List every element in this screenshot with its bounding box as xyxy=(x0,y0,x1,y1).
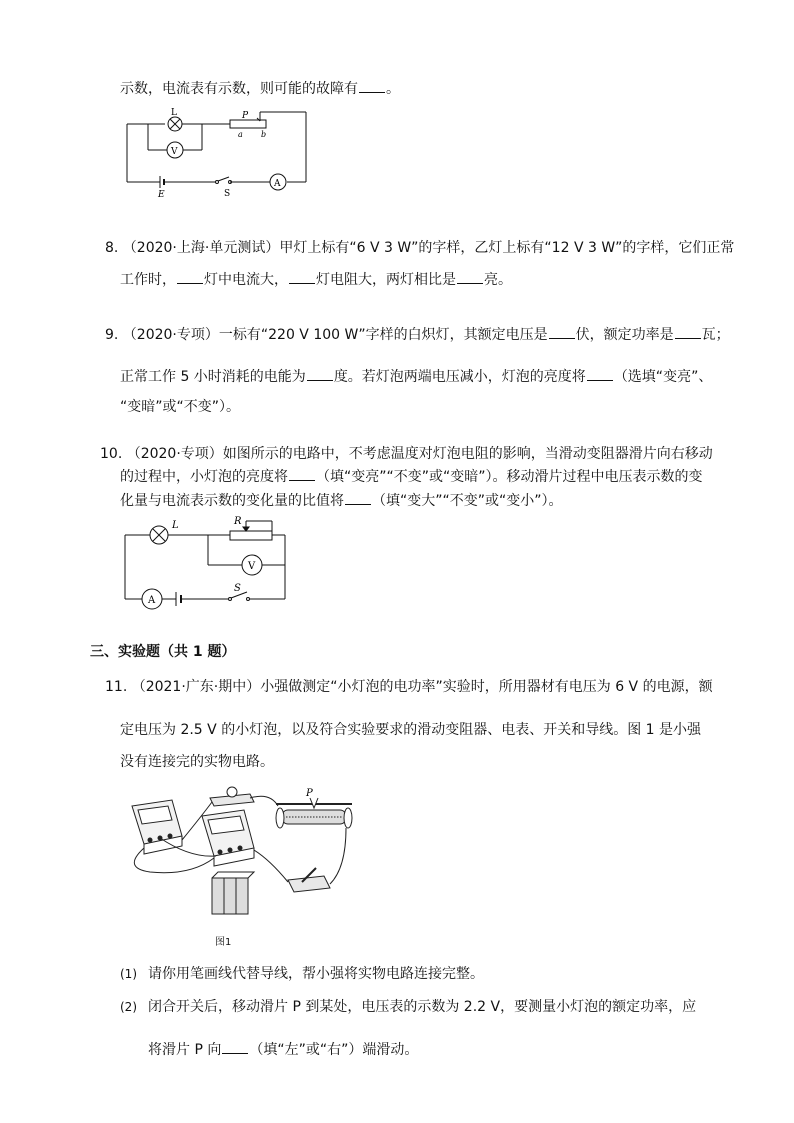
sub-text: （填“左”或“右”）端滑动。 xyxy=(249,1042,419,1058)
label-lamp: L xyxy=(171,108,177,118)
q9-text: 9. （2020·专项）一标有“220 V 100 W”字样的白炽灯，其额定电压是 xyxy=(105,327,548,343)
label-rheostat: R xyxy=(234,516,242,527)
label-switch: S xyxy=(224,189,231,199)
sub-number: (1) xyxy=(120,967,137,981)
q10-text: 化量与电流表示数的变化量的比值将 xyxy=(120,493,344,509)
q11-line3: 没有连接完的实物电路。 xyxy=(120,754,274,770)
label-voltmeter: V xyxy=(248,561,256,572)
label-p: P xyxy=(242,111,249,121)
q7-tail xyxy=(120,80,400,98)
q8-text: 亮。 xyxy=(484,272,512,288)
q9-text: （选填“变亮”、 xyxy=(613,369,713,385)
battery-device xyxy=(212,872,254,914)
q10-circuit-diagram xyxy=(120,513,290,608)
q9-line3: “变暗”或“不变”）。 xyxy=(120,399,241,415)
label-b: b xyxy=(261,130,267,139)
q8-text: 灯电阻大，两灯相比是 xyxy=(316,272,456,288)
q7-circuit-diagram xyxy=(120,104,320,199)
q9-text: 正常工作 5 小时消耗的电能为 xyxy=(120,369,306,385)
answer-blank[interactable] xyxy=(177,271,203,284)
q8-line1: 8. （2020·上海·单元测试）甲灯上标有“6 V 3 W”的字样，乙灯上标有“12 V 3 W”的字样，它们正常 xyxy=(105,240,735,256)
answer-blank[interactable] xyxy=(587,368,613,381)
q10-line1: 10. （2020·专项）如图所示的电路中，不考虑温度对灯泡电阻的影响，当滑动变阻器滑片向右移动 xyxy=(100,446,713,462)
figure-caption: 图1 xyxy=(215,937,232,948)
answer-blank[interactable] xyxy=(307,368,333,381)
label-slider-p: P xyxy=(306,788,313,799)
answer-blank[interactable] xyxy=(359,80,385,93)
switch-device xyxy=(288,868,330,892)
q11-line1: 11. （2021·广东·期中）小强做测定“小灯泡的电功率”实验时，所用器材有电压为 6 V 的电源，额 xyxy=(105,679,713,695)
ammeter-device xyxy=(132,800,182,854)
answer-blank[interactable] xyxy=(289,468,315,481)
label-battery: E xyxy=(158,190,165,200)
label-lamp: L xyxy=(172,520,179,531)
q7-text-end: 。 xyxy=(386,81,400,97)
figure-1-physical-circuit xyxy=(120,788,360,928)
section-heading: 三、实验题（共 1 题） xyxy=(90,644,236,660)
q8-text: 灯中电流大， xyxy=(204,272,288,288)
q10-text: （填“变亮”“不变”或“变暗”）。移动滑片过程中电压表示数的变 xyxy=(316,469,703,485)
q9-text: 瓦； xyxy=(701,327,730,343)
q9-line1 xyxy=(105,326,730,344)
label-voltmeter: V xyxy=(171,147,178,157)
q8-text: 工作时， xyxy=(120,272,176,288)
label-switch: S xyxy=(234,583,241,594)
label-ammeter: A xyxy=(274,179,281,189)
answer-blank[interactable] xyxy=(549,326,575,339)
sub-number: (2) xyxy=(120,1000,137,1014)
q10-text: （填“变大”“不变”或“变小”）。 xyxy=(372,493,563,509)
label-a: a xyxy=(238,130,243,139)
q11-sub2-cont xyxy=(148,1041,418,1059)
answer-blank[interactable] xyxy=(345,492,371,505)
q10-line3 xyxy=(120,492,563,510)
answer-blank[interactable] xyxy=(675,326,701,339)
q10-line2 xyxy=(120,468,703,486)
q11-sub2 xyxy=(120,998,696,1016)
rheostat-device xyxy=(276,798,352,828)
label-ammeter: A xyxy=(148,595,156,606)
q10-text: 的过程中，小灯泡的亮度将 xyxy=(120,469,288,485)
answer-blank[interactable] xyxy=(222,1041,248,1054)
sub-text: 请你用笔画线代替导线，帮小强将实物电路连接完整。 xyxy=(148,966,484,982)
q9-text: 伏，额定功率是 xyxy=(575,327,674,343)
q9-text: 度。若灯泡两端电压减小，灯泡的亮度将 xyxy=(333,369,586,385)
q8-line2 xyxy=(120,271,512,289)
q11-line2: 定电压为 2.5 V 的小灯泡，以及符合实验要求的滑动变阻器、电表、开关和导线。图 1 是小强 xyxy=(120,722,701,738)
answer-blank[interactable] xyxy=(457,271,483,284)
q7-text: 示数，电流表有示数，则可能的故障有 xyxy=(120,81,358,97)
answer-blank[interactable] xyxy=(289,271,315,284)
sub-text: 将滑片 P 向 xyxy=(148,1042,222,1058)
sub-text: 闭合开关后，移动滑片 P 到某处，电压表的示数为 2.2 V，要测量小灯泡的额定功率，应 xyxy=(148,999,697,1015)
lamp-device xyxy=(210,787,254,806)
q9-line2 xyxy=(120,368,712,386)
voltmeter-device xyxy=(202,810,254,866)
q11-sub1 xyxy=(120,965,484,983)
